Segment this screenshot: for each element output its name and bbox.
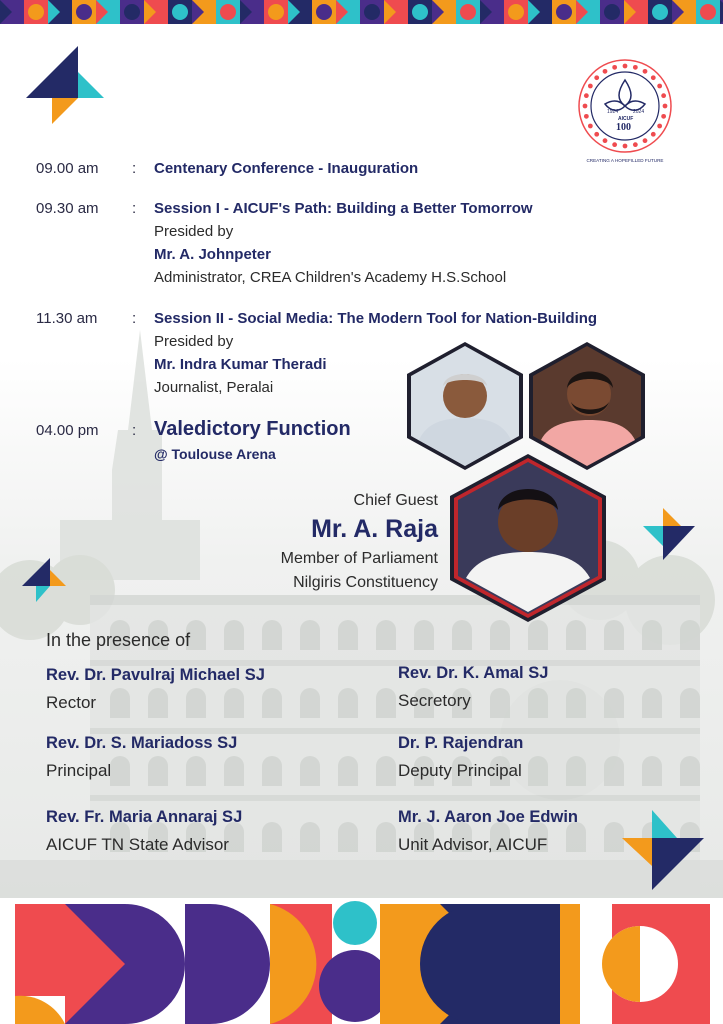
band-tile bbox=[528, 0, 552, 24]
building-arch bbox=[376, 822, 396, 852]
building-arch bbox=[224, 688, 244, 718]
band-tile bbox=[48, 0, 72, 24]
dignitary-role: Secretory bbox=[398, 691, 471, 710]
dignitary-name: Rev. Dr. K. Amal SJ bbox=[398, 664, 549, 682]
pinwheel-decoration-mid-right bbox=[643, 508, 695, 566]
logo-ring-figure bbox=[651, 75, 656, 80]
logo-ring-figure bbox=[603, 69, 608, 74]
presiding-person: Mr. Indra Kumar Theradi bbox=[154, 356, 327, 373]
building-arch bbox=[566, 620, 586, 650]
building-arch bbox=[604, 756, 624, 786]
aicuf-centenary-logo bbox=[575, 58, 675, 170]
building-arch bbox=[376, 620, 396, 650]
presided-label: Presided by bbox=[154, 223, 234, 240]
building-arch bbox=[338, 688, 358, 718]
building-arch bbox=[566, 688, 586, 718]
logo-ring-figure bbox=[663, 104, 668, 109]
logo-ring-figure bbox=[661, 114, 666, 119]
building-arch bbox=[224, 756, 244, 786]
logo-tagline: CREATING A HOPEFILLED FUTURE bbox=[586, 158, 664, 163]
building-arch bbox=[338, 620, 358, 650]
building-arch bbox=[224, 620, 244, 650]
aicuf-logo-graphic bbox=[575, 58, 675, 170]
building-arch bbox=[528, 756, 548, 786]
logo-ring-figure bbox=[643, 69, 648, 74]
presided-label: Presided by bbox=[154, 333, 234, 350]
band-tile bbox=[408, 0, 432, 24]
presiding-person: Mr. A. Johnpeter bbox=[154, 246, 271, 263]
building-arch bbox=[186, 756, 206, 786]
chief-guest-name: Mr. A. Raja bbox=[311, 515, 438, 543]
building-arch bbox=[338, 756, 358, 786]
logo-ring-figure bbox=[633, 142, 638, 147]
schedule-colon: : bbox=[132, 200, 137, 217]
band-tile bbox=[552, 0, 576, 24]
schedule-title: Session II - Social Media: The Modern Tool for Nation-Building bbox=[154, 310, 598, 327]
pinwheel-decoration-mid-left bbox=[22, 558, 74, 612]
schedule-time: 09.00 am bbox=[36, 160, 99, 177]
schedule-title: Session I - AICUF's Path: Building a Better Tomorrow bbox=[154, 200, 533, 217]
band-tile bbox=[96, 0, 120, 24]
presiding-role: Administrator, CREA Children's Academy H.S.School bbox=[154, 269, 507, 286]
building-arch bbox=[680, 756, 700, 786]
dignitary-role: Unit Advisor, AICUF bbox=[398, 835, 548, 854]
dignitary-role: Deputy Principal bbox=[398, 761, 522, 780]
building-arch bbox=[110, 756, 130, 786]
building-arch bbox=[300, 688, 320, 718]
band-tile bbox=[288, 0, 312, 24]
building-arch bbox=[262, 822, 282, 852]
chief-guest-constituency: Nilgiris Constituency bbox=[293, 574, 438, 591]
schedule-time: 11.30 am bbox=[36, 310, 98, 327]
building-arch bbox=[452, 620, 472, 650]
schedule-colon: : bbox=[132, 310, 137, 327]
building-arch bbox=[490, 620, 510, 650]
dignitary-name: Rev. Dr. Pavulraj Michael SJ bbox=[46, 666, 265, 684]
building-arch bbox=[262, 620, 282, 650]
band-tile bbox=[696, 0, 720, 24]
logo-ring-figure bbox=[588, 84, 593, 89]
building-arch bbox=[642, 620, 662, 650]
building-arch bbox=[186, 688, 206, 718]
schedule-venue: @ Toulouse Arena bbox=[154, 446, 276, 462]
building-arch bbox=[148, 756, 168, 786]
logo-ring-figure bbox=[594, 75, 599, 80]
building-arch bbox=[680, 620, 700, 650]
logo-ring-figure bbox=[612, 142, 617, 147]
logo-ring-figure bbox=[584, 114, 589, 119]
logo-ring-figure bbox=[657, 124, 662, 129]
schedule-colon: : bbox=[132, 160, 137, 177]
band-tile bbox=[672, 0, 696, 24]
building-arch bbox=[528, 620, 548, 650]
building-arch bbox=[262, 688, 282, 718]
band-tile bbox=[600, 0, 624, 24]
building-arch bbox=[604, 688, 624, 718]
logo-year-right: 2024 bbox=[633, 109, 645, 115]
building-arch bbox=[262, 756, 282, 786]
logo-ring-figure bbox=[588, 124, 593, 129]
dignitary-role: Rector bbox=[46, 693, 97, 712]
band-tile bbox=[72, 0, 96, 24]
building-arch bbox=[642, 756, 662, 786]
band-tile bbox=[624, 0, 648, 24]
logo-ring-figure bbox=[661, 93, 666, 98]
building-arch bbox=[300, 756, 320, 786]
building-arch bbox=[528, 688, 548, 718]
logo-ring-figure bbox=[584, 93, 589, 98]
logo-ring-figure bbox=[623, 144, 628, 149]
band-tile bbox=[456, 0, 480, 24]
band-tile bbox=[0, 0, 24, 24]
logo-ring-figure bbox=[612, 65, 617, 70]
building-arch bbox=[604, 822, 624, 852]
band-tile bbox=[336, 0, 360, 24]
dignitary-name: Rev. Fr. Maria Annaraj SJ bbox=[46, 808, 243, 826]
top-pattern-band bbox=[0, 0, 723, 24]
building-arch bbox=[148, 688, 168, 718]
band-tile bbox=[144, 0, 168, 24]
band-tile bbox=[576, 0, 600, 24]
building-arch bbox=[300, 822, 320, 852]
logo-ring-figure bbox=[603, 138, 608, 143]
building-arch bbox=[566, 756, 586, 786]
band-tile bbox=[240, 0, 264, 24]
bottom-pattern-band bbox=[0, 898, 723, 1024]
band-tile bbox=[168, 0, 192, 24]
schedule-title: Centenary Conference - Inauguration bbox=[154, 160, 419, 177]
building-arch bbox=[414, 620, 434, 650]
building-arch bbox=[376, 688, 396, 718]
logo-ring-figure bbox=[657, 84, 662, 89]
band-tile bbox=[504, 0, 528, 24]
logo-ring-figure bbox=[583, 104, 588, 109]
logo-ring-figure bbox=[651, 132, 656, 137]
dignitary-name: Mr. J. Aaron Joe Edwin bbox=[398, 808, 579, 826]
building-arch bbox=[642, 688, 662, 718]
schedule-colon: : bbox=[132, 422, 137, 439]
building-arch bbox=[680, 688, 700, 718]
band-tile bbox=[360, 0, 384, 24]
band-tile bbox=[264, 0, 288, 24]
band-tile bbox=[192, 0, 216, 24]
presence-heading: In the presence of bbox=[46, 630, 191, 650]
band-tile bbox=[312, 0, 336, 24]
band-tile bbox=[384, 0, 408, 24]
dignitary-role: AICUF TN State Advisor bbox=[46, 835, 229, 854]
band-tile bbox=[648, 0, 672, 24]
schedule-time: 09.30 am bbox=[36, 200, 99, 217]
building-arch bbox=[338, 822, 358, 852]
building-arch bbox=[300, 620, 320, 650]
pinwheel-decoration-bottom-right bbox=[622, 810, 704, 890]
building-arch bbox=[490, 688, 510, 718]
logo-ring-figure bbox=[623, 64, 628, 69]
chief-guest-photo bbox=[448, 452, 608, 624]
building-arch bbox=[604, 620, 624, 650]
logo-ring-figure bbox=[594, 132, 599, 137]
building-arch bbox=[110, 688, 130, 718]
logo-org: AICUF bbox=[618, 116, 634, 122]
presiding-role: Journalist, Peralai bbox=[154, 379, 274, 396]
band-tile bbox=[24, 0, 48, 24]
schedule-time: 04.00 pm bbox=[36, 422, 99, 439]
band-tile bbox=[432, 0, 456, 24]
chief-guest-label: Chief Guest bbox=[353, 492, 438, 509]
band-tile bbox=[120, 0, 144, 24]
dignitary-name: Dr. P. Rajendran bbox=[398, 734, 524, 752]
logo-ring-figure bbox=[643, 138, 648, 143]
dignitary-role: Principal bbox=[46, 761, 112, 780]
logo-ring-figure bbox=[633, 65, 638, 70]
logo-year-left: 1924 bbox=[607, 109, 619, 115]
logo-number: 100 bbox=[616, 122, 631, 133]
pinwheel-decoration-top-left bbox=[26, 46, 106, 126]
band-tile bbox=[216, 0, 240, 24]
band-tile bbox=[480, 0, 504, 24]
dignitary-name: Rev. Dr. S. Mariadoss SJ bbox=[46, 734, 238, 752]
building-arch bbox=[376, 756, 396, 786]
schedule-title: Valedictory Function bbox=[154, 418, 351, 440]
chief-guest-title: Member of Parliament bbox=[280, 550, 438, 567]
